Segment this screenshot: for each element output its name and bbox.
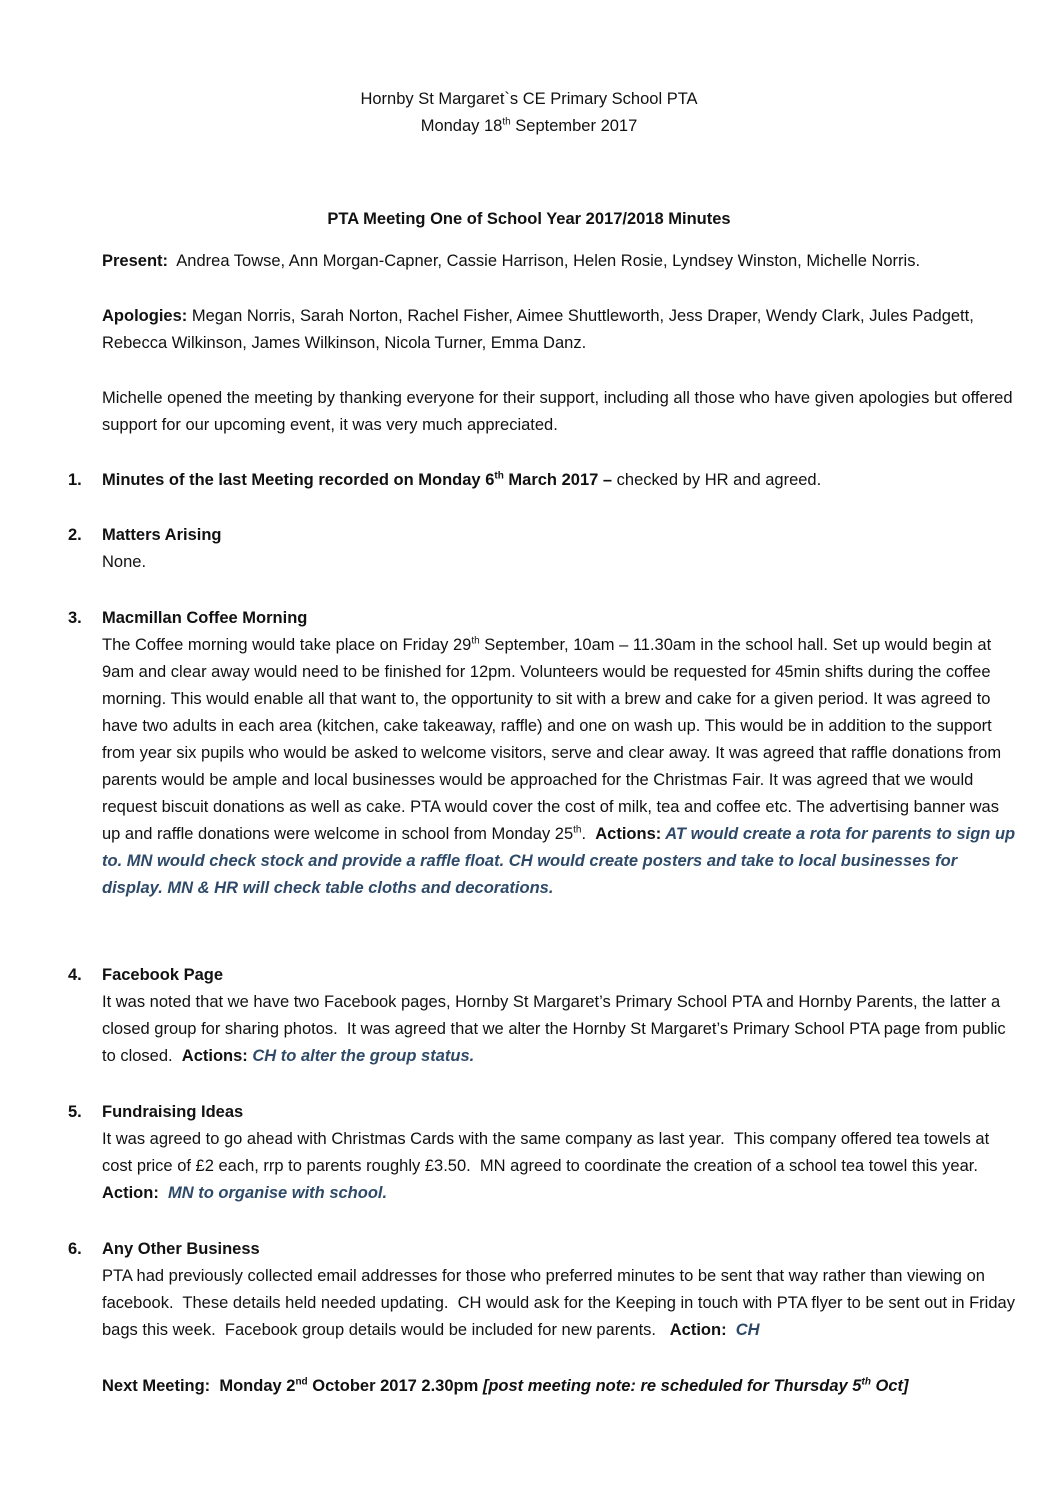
present-label: Present: [102,252,169,270]
item-heading: Any Other Business [102,1240,260,1258]
item-text: The Coffee morning would take place on Friday 29th September, 10am – 11.30am in the school hall. Set up would begin at 9am and clear away would need to be finished for 12pm. Volunteers would be requested for 45min shifts during the coffee morning. This would enable all that want to, the opportunity to sit with a brew and cake for a given period. It was agreed to have two adults in each area (kitchen, cake takeaway, raffle) and one on wash up. This would be in addition to the support from year six pupils who would be asked to welcome visitors, serve and clear away. It was agreed that raffle donations from parents would be ample and local businesses would be approached for the Christmas Fair. It was agreed that we would request biscuit donations as well as cake. PTA would cover the cost of milk, tea and coffee etc. The advertising banner was up and raffle donations were welcome in school from Monday 25th. Actions: AT would create a rota for parents to sign up to. MN would check stock and provide a raffle float. CH would create posters and take to local businesses for display. MN & HR will check table cloths and decorations. [102,635,1016,897]
apologies-label: Apologies: [102,307,188,325]
apologies-paragraph [102,303,1017,357]
item-number: 6. [68,1240,82,1258]
document-header [0,86,1058,140]
opening-paragraph: Michelle opened the meeting by thanking everyone for their support, including all those who have given apologies but offered support for our upcoming event, it was very much appreciated. [102,389,1013,434]
item-heading: Facebook Page [102,966,224,984]
item-number: 2. [68,526,82,544]
agenda-item-3 [68,605,1018,902]
actions-label: Action: [669,1321,727,1339]
actions-text: MN to organise with school. [158,1184,388,1202]
agenda-item-1 [68,467,1018,494]
meeting-date: Monday 18th September 2017 [420,116,638,135]
next-meeting: Next Meeting: Monday 2nd October 2017 2.30pm [post meeting note: re scheduled for Thursday 5th Oct] [102,1376,909,1395]
item-heading: Minutes of the last Meeting recorded on Monday 6th March 2017 – [102,470,613,489]
item-text: It was noted that we have two Facebook pages, Hornby St Margaret’s Primary School PTA and Hornby Parents, the latter a closed group for sharing photos. It was agreed that we alter the Hornby St Margaret’s Primary School PTA page from public to closed. Actions: CH to alter the group status. [102,993,1011,1065]
item-number: 5. [68,1103,82,1121]
agenda-item-4 [68,962,1018,1070]
document-title: PTA Meeting One of School Year 2017/2018 Minutes [327,210,731,228]
item-text: PTA had previously collected email addresses for those who preferred minutes to be sent that way rather than viewing on facebook. These details held needed updating. CH would ask for the Keeping in touch with PTA flyer to be sent out in Friday bags this week. Facebook group details would be included for new parents. Action: CH [102,1267,1020,1339]
school-name: Hornby St Margaret`s CE Primary School PTA [360,90,698,108]
agenda-item-5 [68,1099,1018,1207]
item-text: It was agreed to go ahead with Christmas Cards with the same company as last year. This company offered tea towels at cost price of £2 each, rrp to parents roughly £3.50. MN agreed to coordinate the creation of a school tea towel this year. Action: MN to organise with school. [102,1130,994,1202]
item-number: 3. [68,609,82,627]
agenda-item-2 [68,522,1018,576]
present-names: Andrea Towse, Ann Morgan-Capner, Cassie Harrison, Helen Rosie, Lyndsey Winston, Michelle Norris. [168,252,921,270]
present-paragraph [102,248,1017,275]
post-meeting-note: [post meeting note: re scheduled for Thursday 5th Oct] [482,1376,909,1395]
actions-text: CH to alter the group status. [247,1047,475,1065]
item-number: 4. [68,966,82,984]
agenda-item-6 [68,1236,1018,1344]
actions-text: CH [726,1321,760,1339]
item-heading: Fundraising Ideas [102,1103,244,1121]
item-number: 1. [68,471,82,489]
actions-label: Actions: [181,1047,248,1065]
item-text: None. [102,553,147,571]
actions-text: AT would create a rota for parents to sign up to. MN would check stock and provide a raffle float. CH would create posters and take to local businesses for display. MN & HR will check table cloths and decorations. [102,825,1016,897]
actions-label: Actions: [595,825,662,843]
item-heading: Macmillan Coffee Morning [102,609,308,627]
actions-label: Action: [102,1184,159,1202]
item-text: checked by HR and agreed. [612,471,822,489]
item-heading: Matters Arising [102,526,222,544]
apologies-names: Megan Norris, Sarah Norton, Rachel Fisher, Aimee Shuttleworth, Jess Draper, Wendy Clark, Jules Padgett, Rebecca Wilkinson, James Wilkinson, Nicola Turner, Emma Danz. [102,307,974,352]
